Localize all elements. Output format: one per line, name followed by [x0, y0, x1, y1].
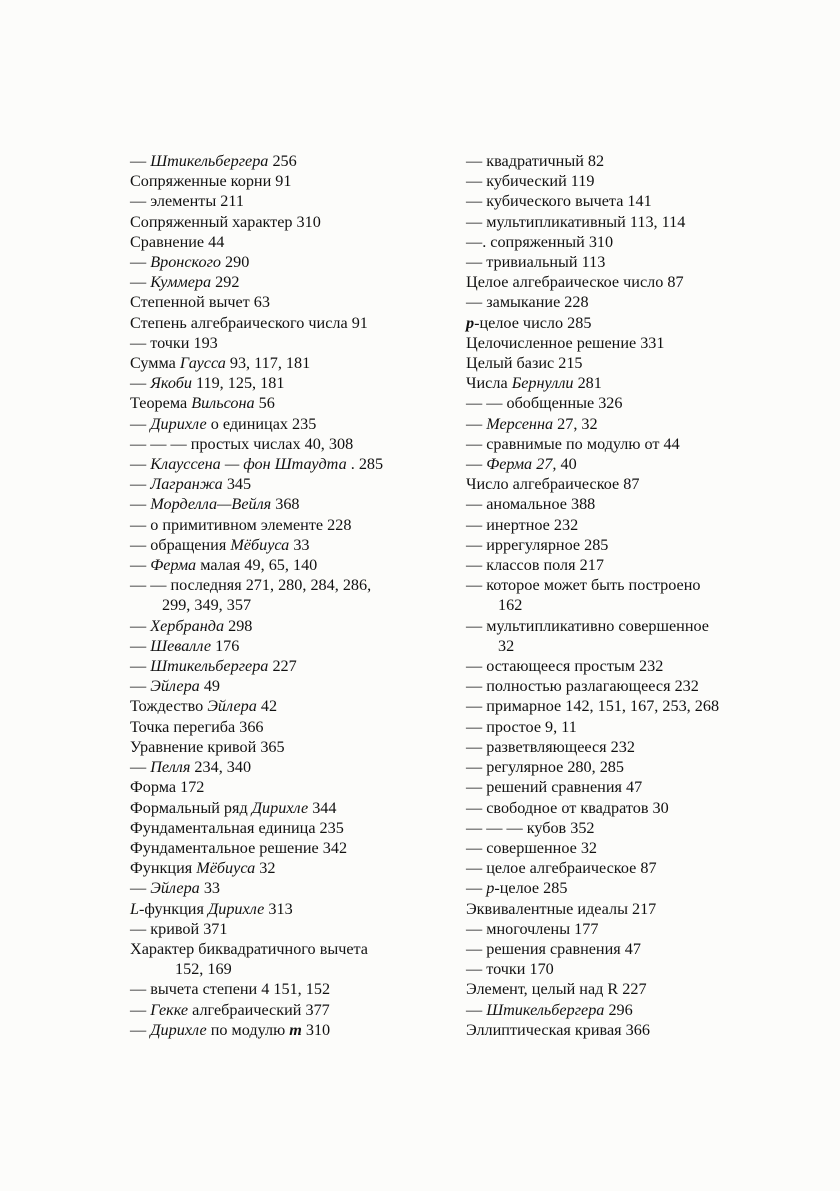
- index-entry-italic-text: Дирихле: [150, 414, 207, 433]
- index-entry-text: 344: [308, 798, 337, 817]
- index-entry-text: Сравнение 44: [130, 232, 225, 251]
- index-entry: [466, 171, 796, 191]
- index-entry-italic-text: p: [466, 313, 475, 332]
- index-entry-italic-text: Эйлера: [207, 697, 257, 716]
- index-entry-text: —. сопряженный 310: [466, 232, 614, 251]
- index-entry-text: Фундаментальная единица 235: [130, 818, 344, 837]
- index-entry: [466, 272, 796, 292]
- index-entry-continuation: 299, 349, 357: [162, 596, 252, 615]
- index-entry: [130, 777, 460, 797]
- index-entry-text: — замыкание 228: [466, 293, 589, 312]
- index-entry-italic-text: Эйлера: [150, 677, 200, 696]
- index-entry-italic-text: Штикельбергера: [486, 1000, 605, 1019]
- index-entry-text: — простое 9, 11: [466, 717, 577, 736]
- index-entry-italic-text: Якоби: [150, 374, 192, 393]
- index-entry-text: Эллиптическая кривая 366: [466, 1020, 650, 1039]
- index-entry: [130, 151, 460, 171]
- index-entry-text: — — последняя 271, 280, 284, 286,: [130, 576, 372, 595]
- index-entry-text: —: [466, 455, 487, 474]
- index-entry-italic-text: m: [289, 1020, 302, 1039]
- index-entry: [466, 515, 796, 535]
- index-entry: [130, 656, 460, 676]
- index-entry: [466, 191, 796, 211]
- index-entry: [130, 737, 460, 757]
- index-entry: [130, 454, 460, 474]
- index-entry-text: — квадратичный 82: [466, 152, 605, 170]
- index-entry-text: — о примитивном элементе 228: [130, 515, 352, 534]
- index-entry: [466, 373, 796, 393]
- index-entry-text: — аномальное 388: [466, 495, 596, 514]
- index-entry: [130, 212, 460, 232]
- index-entry: [130, 757, 460, 777]
- index-entry-text: —: [130, 677, 151, 696]
- index-entry: [466, 979, 796, 999]
- index-entry-text: — остающееся простым 232: [466, 657, 664, 676]
- index-entry: [466, 696, 796, 716]
- index-entry-italic-text: Эйлера: [150, 879, 200, 898]
- index-entry-text: —: [130, 253, 151, 272]
- index-entry-text: —: [130, 374, 151, 393]
- index-entry-text: Тождество: [130, 697, 208, 716]
- index-entry-italic-text: Дирихле: [207, 899, 265, 918]
- index-entry-text: Целое алгебраическое число 87: [466, 273, 684, 292]
- index-entry: [130, 575, 460, 615]
- index-entry: [466, 818, 796, 838]
- index-entry: [130, 353, 460, 373]
- index-entry: [130, 393, 460, 413]
- index-entry-text: Степень алгебраического числа 91: [130, 313, 368, 332]
- index-entry-text: Целый базис 215: [466, 354, 583, 373]
- index-entry-text: — вычета степени 4 151, 152: [130, 980, 331, 999]
- index-entry-text: Элемент, целый над R 227: [466, 980, 647, 999]
- index-entry: [130, 515, 460, 535]
- index-entry-text: малая 49, 65, 140: [196, 556, 318, 575]
- index-entry: [130, 535, 460, 555]
- index-entry: [466, 333, 796, 353]
- index-entry: [466, 616, 796, 656]
- index-entry: [466, 737, 796, 757]
- index-entry-text: 40: [556, 455, 577, 474]
- index-entry: [466, 656, 796, 676]
- index-entry-text: — иррегулярное 285: [466, 535, 609, 554]
- index-entry-text: — точки 170: [466, 960, 554, 979]
- index-entry-text: — многочлены 177: [466, 919, 599, 938]
- index-entry-text: — свободное от квадратов 30: [466, 798, 669, 817]
- index-entry-italic-text: Ферма: [150, 556, 197, 575]
- index-entry-italic-text: Ферма 27,: [486, 455, 557, 474]
- index-entry: [466, 555, 796, 575]
- index-entry-text: — решений сравнения 47: [466, 778, 643, 797]
- index-entry-text: 313: [264, 899, 293, 918]
- index-entry: [130, 818, 460, 838]
- index-entry: [130, 272, 460, 292]
- index-entry: [466, 1020, 796, 1040]
- index-entry: [466, 899, 796, 919]
- index-entry: [466, 959, 796, 979]
- index-entry-italic-text: Вронского: [150, 253, 221, 272]
- index-entry-italic-text: Гаусса: [179, 354, 226, 373]
- index-entry: [466, 717, 796, 737]
- index-entry-text: —: [130, 1000, 151, 1019]
- index-entry-text: Сумма: [130, 354, 180, 373]
- index-entry: [466, 434, 796, 454]
- index-entry-text: — кубического вычета 141: [466, 192, 652, 211]
- index-entry-italic-text: L: [130, 899, 140, 918]
- index-entry-text: 33: [199, 879, 220, 898]
- index-entry-italic-text: Шевалле: [150, 636, 212, 655]
- index-entry-text: . 285: [346, 455, 384, 474]
- index-entry-italic-text: Гекке: [150, 1000, 189, 1019]
- index-entry: [130, 434, 460, 454]
- index-entry-italic-text: p: [486, 879, 495, 898]
- index-entry-text: 292: [211, 273, 240, 292]
- index-entry-text: —: [466, 1000, 487, 1019]
- index-entry-continuation: 32: [498, 636, 515, 655]
- index-entry-italic-text: Вильсона: [191, 394, 255, 413]
- index-entry-text: 234, 340: [190, 758, 252, 777]
- index-entry: [466, 252, 796, 272]
- index-entry-text: 345: [222, 475, 252, 494]
- index-entry-text: Точка перегиба 366: [130, 717, 264, 736]
- index-entry-text: 298: [224, 616, 253, 635]
- index-entry: [130, 636, 460, 656]
- index-entry: [130, 373, 460, 393]
- index-entry-text: 42: [256, 697, 278, 716]
- index-entry: [130, 494, 460, 514]
- index-entry-text: — классов поля 217: [466, 556, 604, 575]
- index-entry-text: — целое алгебраическое 87: [466, 859, 657, 878]
- index-entry-text: Сопряженные корни 91: [130, 172, 292, 191]
- index-entry-text: — — — простых числах 40, 308: [130, 434, 354, 453]
- index-entry: [130, 414, 460, 434]
- index-entry-italic-text: Мерсенна: [486, 414, 554, 433]
- index-entry: [130, 838, 460, 858]
- index-entry: [130, 333, 460, 353]
- index-column-left: [130, 151, 460, 1040]
- index-entry-text: 32: [255, 859, 276, 878]
- index-entry-italic-text: Мёбиуса: [230, 535, 290, 554]
- index-entry-text: Функция: [130, 859, 197, 878]
- index-entry-text: — разветвляющееся 232: [466, 737, 635, 756]
- index-entry: [466, 232, 796, 252]
- index-entry: [130, 232, 460, 252]
- index-entry-text: —: [130, 455, 151, 474]
- index-entry: [130, 899, 460, 919]
- index-entry: [466, 676, 796, 696]
- index-entry: [466, 858, 796, 878]
- index-entry: [130, 939, 460, 979]
- index-entry-text: — — обобщенные 326: [466, 394, 623, 413]
- index-entry-text: 256: [268, 152, 297, 170]
- index-entry-italic-text: Дирихле: [251, 798, 309, 817]
- index-entry-italic-text: Дирихле: [150, 1020, 207, 1039]
- index-entry-italic-text: Бернулли: [511, 374, 574, 393]
- index-entry-text: — решения сравнения 47: [466, 939, 641, 958]
- index-entry-text: —: [130, 414, 151, 433]
- index-entry-text: 176: [211, 636, 240, 655]
- index-entry-continuation: 152, 169: [175, 960, 232, 979]
- index-entry: [130, 798, 460, 818]
- index-entry-text: -целое число 285: [474, 313, 592, 332]
- index-entry-text: —: [466, 879, 487, 898]
- index-entry-text: — которое может быть построено: [466, 576, 701, 595]
- index-entry: [466, 575, 796, 615]
- index-entry-text: Эквивалентные идеалы 217: [466, 899, 657, 918]
- index-entry-text: —: [130, 657, 151, 676]
- index-entry-text: — мультипликативно совершенное: [466, 616, 709, 635]
- index-entry-text: 27, 32: [553, 414, 598, 433]
- index-entry: [466, 212, 796, 232]
- index-entry-text: Формальный ряд: [130, 798, 252, 817]
- index-entry-text: Форма 172: [130, 778, 205, 797]
- index-entry-italic-text: Морделла—Вейля: [150, 495, 272, 514]
- index-entry-text: 296: [604, 1000, 633, 1019]
- index-entry: [466, 414, 796, 434]
- index-entry-text: 281: [573, 374, 602, 393]
- index-entry: [466, 313, 796, 333]
- index-entry-text: 310: [301, 1020, 331, 1039]
- index-entry-text: 49: [199, 677, 220, 696]
- index-entry: [466, 1000, 796, 1020]
- index-entry-text: — совершенное 32: [466, 838, 598, 857]
- index-entry-text: 33: [289, 535, 310, 554]
- index-entry-text: — кривой 371: [130, 919, 228, 938]
- index-entry-text: —: [130, 495, 151, 514]
- index-entry-text: Целочисленное решение 331: [466, 333, 665, 352]
- index-entry-text: -целое 285: [494, 879, 568, 898]
- index-entry-text: —: [130, 616, 151, 635]
- index-entry-text: 290: [220, 253, 250, 272]
- index-entry-text: — инертное 232: [466, 515, 579, 534]
- index-entry-text: Фундаментальное решение 342: [130, 838, 348, 857]
- index-entry: [466, 393, 796, 413]
- index-entry-text: —: [466, 414, 487, 433]
- index-entry-italic-text: Штикельбергера: [150, 152, 269, 170]
- index-entry: [130, 1020, 460, 1040]
- index-entry-text: — — — кубов 352: [466, 818, 595, 837]
- index-entry: [130, 858, 460, 878]
- index-entry-text: алгебраический 377: [188, 1000, 330, 1019]
- index-entry: [130, 1000, 460, 1020]
- index-entry-text: 93, 117, 181: [225, 354, 311, 373]
- index-entry-text: —: [130, 758, 151, 777]
- index-entry-italic-text: Пелля: [150, 758, 191, 777]
- index-entry-text: — элементы 211: [130, 192, 244, 211]
- index-entry: [466, 494, 796, 514]
- index-entry-italic-text: Клауссена — фон Штаудта: [150, 455, 347, 474]
- index-entry: [130, 616, 460, 636]
- index-entry: [466, 878, 796, 898]
- index-entry-text: — регулярное 280, 285: [466, 758, 624, 777]
- index-column-right: [466, 151, 796, 1040]
- index-entry-text: Уравнение кривой 365: [130, 737, 285, 756]
- index-entry: [130, 252, 460, 272]
- index-entry-text: 119, 125, 181: [191, 374, 285, 393]
- index-entry-text: 227: [268, 657, 297, 676]
- index-entry: [130, 696, 460, 716]
- index-entry-text: — полностью разлагающееся 232: [466, 677, 699, 696]
- index-entry-text: Степенной вычет 63: [130, 293, 270, 312]
- index-entry-text: —: [130, 556, 151, 575]
- index-entry: [466, 939, 796, 959]
- index-entry: [130, 555, 460, 575]
- index-entry-text: 368: [271, 495, 300, 514]
- index-entry: [130, 878, 460, 898]
- index-entry: [466, 151, 796, 171]
- index-entry: [466, 838, 796, 858]
- index-entry: [130, 191, 460, 211]
- index-entry: [130, 717, 460, 737]
- index-entry-text: — мультипликативный 113, 114: [466, 212, 686, 231]
- index-entry-text: —: [130, 879, 151, 898]
- index-entry-text: Сопряженный характер 310: [130, 212, 321, 231]
- index-entry-text: — обращения: [130, 535, 231, 554]
- index-entry: [130, 919, 460, 939]
- index-entry-text: Характер биквадратичного вычета: [130, 939, 368, 958]
- index-entry-text: по модулю: [206, 1020, 290, 1039]
- index-entry: [466, 757, 796, 777]
- index-entry: [466, 292, 796, 312]
- index-entry-text: о единицах 235: [206, 414, 317, 433]
- index-entry: [466, 353, 796, 373]
- index-entry-text: —: [130, 1020, 151, 1039]
- index-entry-text: —: [130, 273, 151, 292]
- index-entry-text: Числа: [466, 374, 512, 393]
- index-entry: [130, 292, 460, 312]
- index-entry-text: —: [130, 636, 151, 655]
- index-entry-text: —: [130, 475, 151, 494]
- index-entry: [130, 474, 460, 494]
- index-entry-italic-text: Куммера: [150, 273, 212, 292]
- index-entry-text: Число алгебраическое 87: [466, 475, 640, 494]
- index-entry-text: — примарное 142, 151, 167, 253, 268: [466, 697, 720, 716]
- index-entry: [466, 454, 796, 474]
- index-entry-text: 56: [254, 394, 275, 413]
- index-entry-text: — тривиальный 113: [466, 253, 606, 272]
- index-entry-text: —: [130, 152, 151, 170]
- index-entry: [466, 798, 796, 818]
- index-entry-italic-text: Штикельбергера: [150, 657, 269, 676]
- index-entry: [130, 313, 460, 333]
- index-entry-text: — точки 193: [130, 333, 218, 352]
- index-entry-text: Теорема: [130, 394, 192, 413]
- index-entry-italic-text: Мёбиуса: [196, 859, 256, 878]
- index-entry: [130, 676, 460, 696]
- index-entry-continuation: 162: [498, 596, 523, 615]
- index-entry: [466, 777, 796, 797]
- index-entry-text: — кубический 119: [466, 172, 595, 191]
- index-entry-italic-text: Лагранжа: [150, 475, 223, 494]
- index-entry: [466, 535, 796, 555]
- index-entry: [130, 171, 460, 191]
- index-entry: [130, 979, 460, 999]
- index-entry-italic-text: Хербранда: [150, 616, 225, 635]
- index-entry: [466, 474, 796, 494]
- index-entry: [466, 919, 796, 939]
- index-entry-text: — сравнимые по модулю от 44: [466, 434, 680, 453]
- index-entry-text: -функция: [139, 899, 208, 918]
